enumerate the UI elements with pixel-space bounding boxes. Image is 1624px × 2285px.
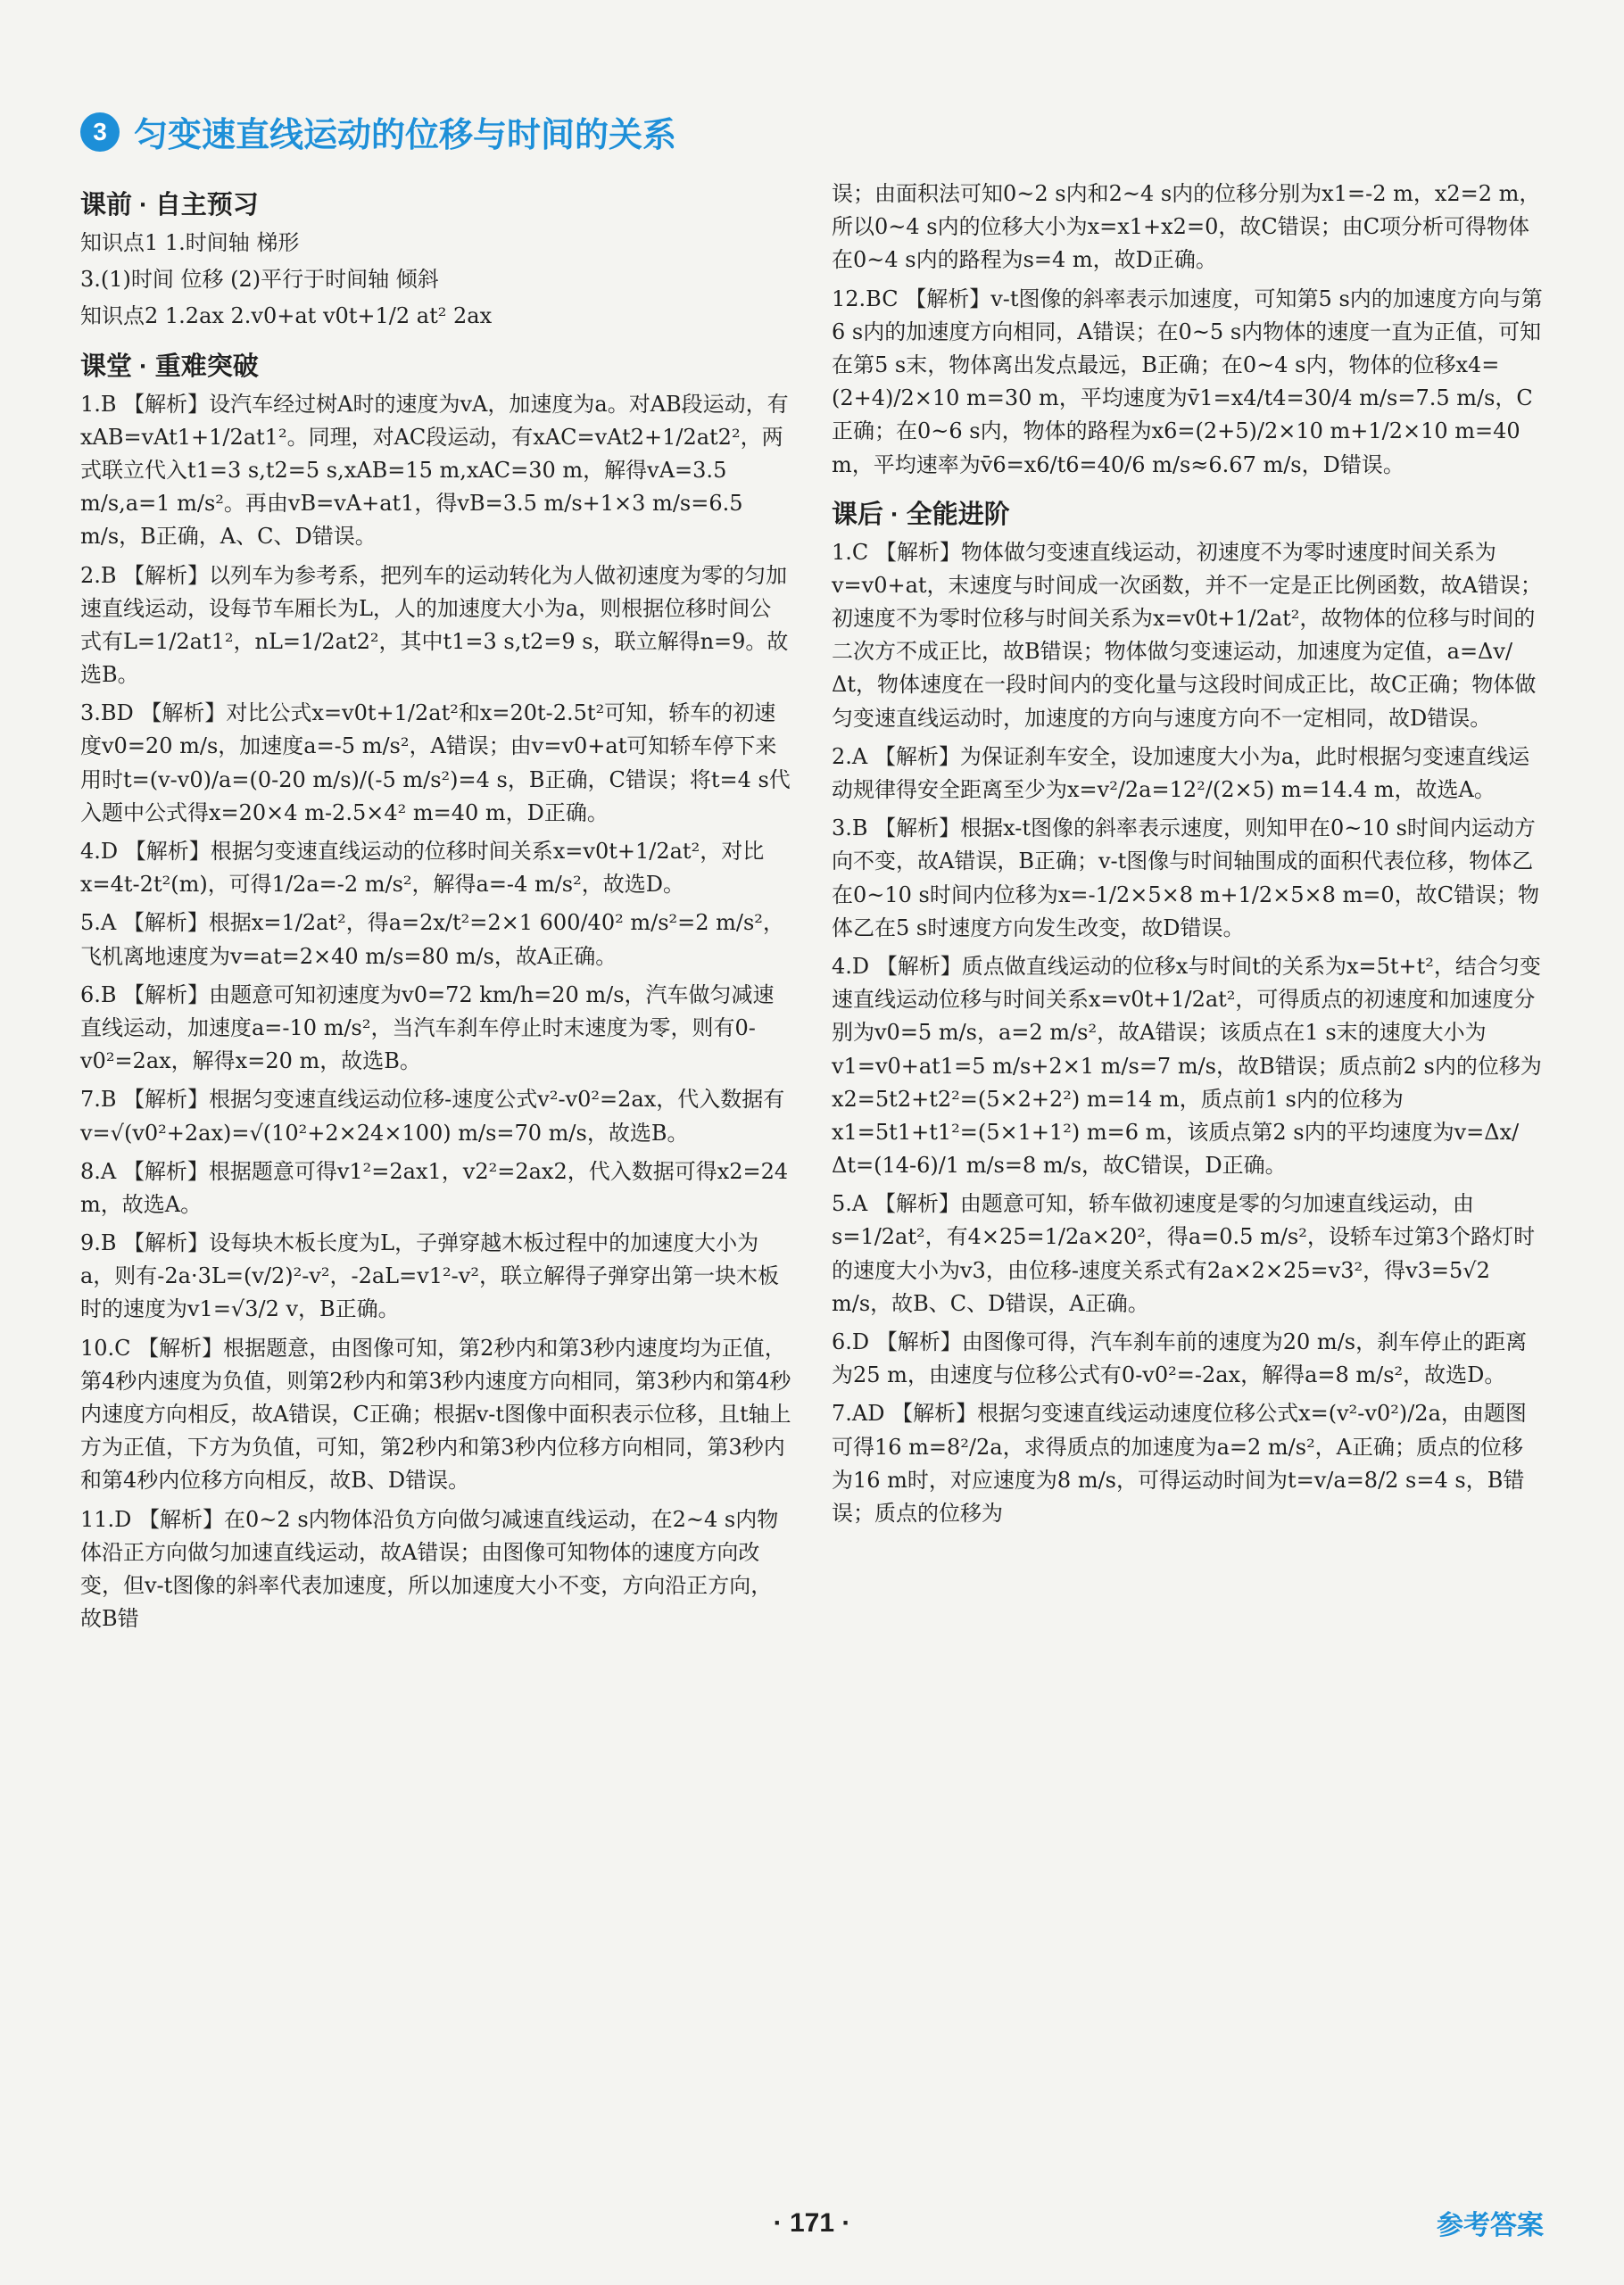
answer-item: 9.B 【解析】设每块木板长度为L，子弹穿越木板过程中的加速度大小为a，则有-2a·3L=(v/2)²-v²，-2aL=v1²-v²，联立解得子弹穿出第一块木板时的速度为v1=√3/2 v，B正确。 [80, 1230, 779, 1322]
text-line: 知识点2 1.2ax 2.v0+at v0t+1/2 at² 2ax [80, 303, 493, 329]
page-number: · 171 · [773, 2208, 851, 2238]
answer-item: 11.D 【解析】在0~2 s内物体沿负方向做匀减速直线运动，在2~4 s内物体沿正方向做匀加速直线运动，故A错误；由图像可知物体的速度方向改变，但v-t图像的斜率代表加速度，所以加速度大小不变，方向沿正方向，故B错 [80, 1506, 779, 1632]
text-line: 知识点1 1.时间轴 梯形 [80, 230, 300, 255]
section-heading: 课后 · 全能进阶 [832, 500, 1010, 529]
answer-item: 2.A 【解析】为保证刹车安全，设加速度大小为a，此时根据匀变速直线运动规律得安全距离至少为x=v²/2a=12²/(2×5) m=14.4 m，故选A。 [832, 743, 1530, 802]
chapter-badge: 3 [80, 112, 120, 152]
answer-item: 7.AD 【解析】根据匀变速直线运动速度位移公式x=(v²-v0²)/2a，由题图可得16 m=8²/2a，求得质点的加速度为a=2 m/s²，A正确；质点的位移为16 m时，对应速度为8 m/s，可得运动时间为t=v/a=8/2 s=4 s，B错误；质点的位移为 [832, 1401, 1527, 1526]
answer-item: 4.D 【解析】根据匀变速直线运动的位移时间关系x=v0t+1/2at²，对比x=4t-2t²(m)，可得1/2a=-2 m/s²，解得a=-4 m/s²，故选D。 [80, 839, 765, 898]
title-bar [80, 107, 1544, 156]
answer-item: 10.C 【解析】根据题意，由图像可知，第2秒内和第3秒内速度均为正值，第4秒内速度为负值，则第2秒内和第3秒内速度方向相同，第3秒内和第4秒内速度方向相反，故A错误，C正确；根据v-t图像中面积表示位移，且t轴上方为正值，下方为负值，可知，第2秒内和第3秒内位移方向相同，第3秒内和第4秒内位移方向相反，故B、D错误。 [80, 1335, 791, 1494]
answer-item: 2.B 【解析】以列车为参考系，把列车的运动转化为人做初速度为零的匀加速直线运动，设每节车厢长为L，人的加速度大小为a，则根据位移时间公式有L=1/2at1²，nL=1/2at2²，其中t1=3 s,t2=9 s，联立解得n=9。故选B。 [80, 562, 789, 688]
answer-item: 8.A 【解析】根据题意可得v1²=2ax1，v2²=2ax2，代入数据可得x2=24 m，故选A。 [80, 1158, 789, 1217]
answer-item: 5.A 【解析】根据x=1/2at²，得a=2x/t²=2×1 600/40² m/s²=2 m/s²，飞机离地速度为v=at=2×40 m/s=80 m/s，故A正确。 [80, 910, 784, 969]
left-column [80, 172, 792, 1641]
answer-item: 3.B 【解析】根据x-t图像的斜率表示速度，则知甲在0~10 s时间内运动方向不变，故A错误，B正确；v-t图像与时间轴围成的面积代表位移，物体乙在0~10 s时间内位移为x=-1/2×5×8 m+1/2×5×8 m=0，故C错误；物体乙在5 s时速度方向发生改变，故D错误。 [832, 815, 1540, 940]
answer-item: 1.B 【解析】设汽车经过树A时的速度为vA，加速度为a。对AB段运动，有xAB=vAt1+1/2at1²。同理，对AC段运动，有xAC=vAt2+1/2at2²，两式联立代入t1=3 s,t2=5 s,xAB=15 m,xAC=30 m，解得vA=3.5 m/s,a=1 m/s²。再由vB=vA+at1，得vB=3.5 m/s+1×3 m/s=6.5 m/s，B正确，A、C、D错误。 [80, 391, 789, 550]
section-heading: 课堂 · 重难突破 [80, 352, 259, 381]
answer-item: 6.B 【解析】由题意可知初速度为v0=72 km/h=20 m/s，汽车做匀减速直线运动，加速度a=-10 m/s²，当汽车刹车停止时末速度为零，则有0-v0²=2ax，解得x=20 m，故选B。 [80, 981, 775, 1074]
answer-item: 12.BC 【解析】v-t图像的斜率表示加速度，可知第5 s内的加速度方向与第6 s内的加速度方向相同，A错误；在0~5 s内物体的速度一直为正值，可知在第5 s末，物体离出发点最远，B正确；在0~4 s内，物体的位移x4=(2+4)/2×10 m=30 m，平均速度为v̄1=x4/t4=30/4 m/s=7.5 m/s，C正确；在0~6 s内，物体的路程为x6=(2+5)/2×10 m+1/2×10 m=40 m，平均速率为v̄6=x6/t6=40/6 m/s≈6.67 m/s，D错误。 [832, 286, 1543, 477]
right-column [832, 172, 1544, 1641]
content-columns [80, 172, 1544, 1641]
answer-item: 3.BD 【解析】对比公式x=v0t+1/2at²和x=20t-2.5t²可知，轿车的初速度v0=20 m/s，加速度a=-5 m/s²，A错误；由v=v0+at可知轿车停下来用时t=(v-v0)/a=(0-20 m/s)/(-5 m/s²)=4 s，B正确，C错误；将t=4 s代入题中公式得x=20×4 m-2.5×4² m=40 m，D正确。 [80, 700, 791, 825]
answer-item: 误；由面积法可知0~2 s内和2~4 s内的位移分别为x1=-2 m，x2=2 m，所以0~4 s内的位移大小为x=x1+x2=0，故C错误；由C项分析可得物体在0~4 s内的路程为s=4 m，故D正确。 [832, 181, 1541, 273]
chapter-title: 匀变速直线运动的位移与时间的关系 [134, 117, 677, 154]
text-line: 3.(1)时间 位移 (2)平行于时间轴 倾斜 [80, 267, 439, 293]
answer-item: 5.A 【解析】由题意可知，轿车做初速度是零的匀加速直线运动，由s=1/2at²，有4×25=1/2a×20²，得a=0.5 m/s²，设轿车过第3个路灯时的速度大小为v3，由位移-速度关系式有2a×2×25=v3²，得v3=5√2 m/s，故B、C、D错误，A正确。 [832, 1191, 1536, 1316]
answer-item: 1.C 【解析】物体做匀变速直线运动，初速度不为零时速度时间关系为v=v0+at，末速度与时间成一次函数，并不一定是正比例函数，故A错误；初速度不为零时位移与时间关系为x=v0t+1/2at²，故物体的位移与时间的二次方不成正比，故B错误；物体做匀变速运动，加速度为定值，a=Δv/Δt，物体速度在一段时间内的变化量与这段时间成正比，故C正确；物体做匀变速直线运动时，加速度的方向与速度方向不一定相同，故D错误。 [832, 539, 1542, 731]
section-heading: 课前 · 自主预习 [80, 191, 259, 219]
answer-item: 4.D 【解析】质点做直线运动的位移x与时间t的关系为x=5t+t²，结合匀变速直线运动位移与时间关系x=v0t+1/2at²，可得质点的初速度和加速度分别为v0=5 m/s，a=2 m/s²，故A错误；该质点在1 s末的速度大小为v1=v0+at1=5 m/s+2×1 m/s=7 m/s，故B错误；质点前2 s内的位移为x2=5t2+t2²=(5×2+2²) m=14 m，质点前1 s内的位移为x1=5t1+t1²=(5×1+1²) m=6 m，该质点第2 s内的平均速度为v=Δx/Δt=(14-6)/1 m/s=8 m/s，故C错误，D正确。 [832, 953, 1542, 1179]
answer-item: 7.B 【解析】根据匀变速直线运动位移-速度公式v²-v0²=2ax，代入数据有v=√(v0²+2ax)=√(10²+2×24×100) m/s=70 m/s，故选B。 [80, 1087, 785, 1146]
footer-tag: 参考答案 [1437, 2211, 1544, 2240]
answer-item: 6.D 【解析】由图像可得，汽车刹车前的速度为20 m/s，刹车停止的距离为25 m，由速度与位移公式有0-v0²=-2ax，解得a=8 m/s²，故选D。 [832, 1329, 1528, 1388]
